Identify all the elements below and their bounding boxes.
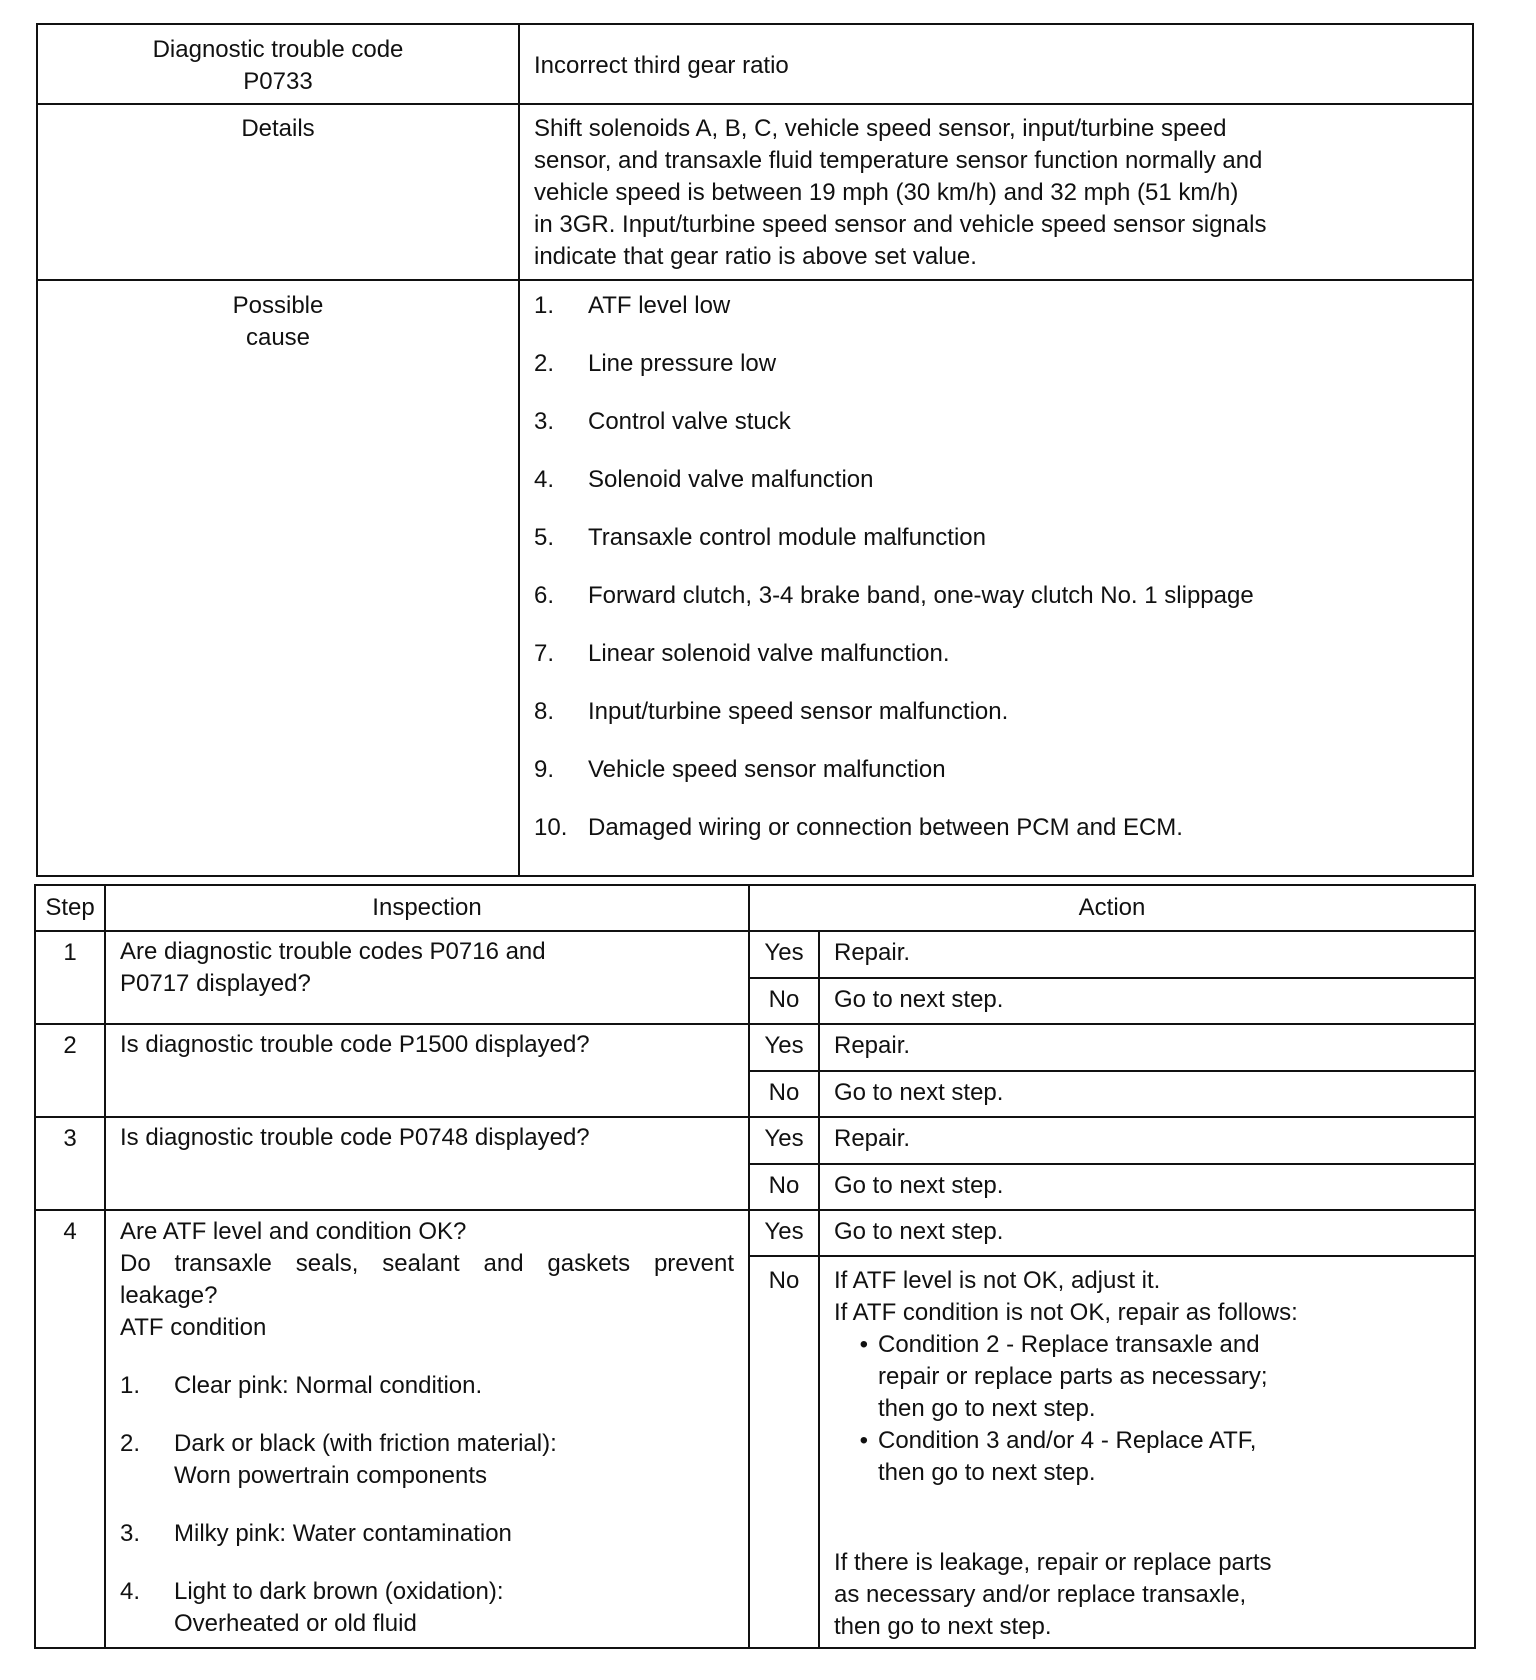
cause-item [534, 638, 1458, 670]
condition-number: 1. [120, 1372, 141, 1399]
cause-text: Transaxle control module malfunction [588, 524, 986, 551]
dtc-description-cell [519, 24, 1473, 104]
step-row [35, 1117, 1475, 1164]
atf-condition-label: ATF condition [120, 1314, 267, 1341]
details-text-cell [519, 104, 1473, 280]
dtc-description: Incorrect third gear ratio [534, 52, 789, 79]
cause-text: Linear solenoid valve malfunction. [588, 640, 950, 667]
step-header: Step [35, 885, 105, 931]
yes-action: Repair. [819, 931, 1475, 978]
atf-condition-item [120, 1428, 734, 1492]
inspection-question: Are ATF level and condition OK? [120, 1218, 467, 1245]
no-label: No [749, 1164, 819, 1210]
cause-item [534, 348, 1458, 380]
cause-label-line: Possible [232, 292, 324, 319]
condition-text: Worn powertrain components [174, 1462, 488, 1489]
inspection-cell [105, 1210, 749, 1648]
step-number: 4 [35, 1210, 105, 1648]
yes-action: Repair. [819, 1117, 1475, 1164]
cause-number: 2. [534, 350, 555, 377]
condition-number: 4. [120, 1578, 141, 1605]
yes-action: Repair. [819, 1024, 1475, 1071]
cause-text: ATF level low [588, 292, 731, 319]
details-line: Shift solenoids A, B, C, vehicle speed sensor, input/turbine speed [534, 115, 1227, 142]
atf-condition-item [120, 1518, 734, 1550]
condition-text: Clear pink: Normal condition. [174, 1372, 483, 1399]
cause-text: Vehicle speed sensor malfunction [588, 756, 946, 783]
bullet-line: then go to next step. [878, 1459, 1096, 1486]
bullet-item [834, 1329, 1460, 1425]
cause-list-cell [519, 280, 1473, 876]
bullet-dot: • [859, 1427, 868, 1454]
cause-item [534, 812, 1458, 844]
dtc-row [37, 24, 1473, 104]
cause-text: Forward clutch, 3-4 brake band, one-way clutch No. 1 slippage [588, 582, 1254, 609]
details-label-cell [37, 104, 519, 280]
inspection-question: Do transaxle seals, sealant and gaskets prevent leakage? [120, 1250, 734, 1309]
cause-item [534, 754, 1458, 786]
no-action: Go to next step. [819, 1071, 1475, 1117]
cause-label-cell [37, 280, 519, 876]
bullet-dot: • [859, 1331, 868, 1358]
cause-number: 3. [534, 408, 555, 435]
yes-label: Yes [749, 1117, 819, 1164]
inspection-cell [105, 1117, 749, 1210]
cause-text: Input/turbine speed sensor malfunction. [588, 698, 1009, 725]
condition-text: Milky pink: Water contamination [174, 1520, 512, 1547]
cause-number: 10. [534, 814, 568, 841]
dtc-table [36, 23, 1474, 877]
step-number: 3 [35, 1117, 105, 1210]
no-action-cell [819, 1256, 1475, 1648]
dtc-label-cell [37, 24, 519, 104]
condition-text: Light to dark brown (oxidation): [174, 1578, 504, 1605]
inspection-line: Are diagnostic trouble codes P0716 and [120, 938, 546, 965]
cause-item [534, 464, 1458, 496]
details-line: in 3GR. Input/turbine speed sensor and vehicle speed sensor signals [534, 211, 1267, 238]
step-number: 2 [35, 1024, 105, 1117]
bullet-line: Condition 3 and/or 4 - Replace ATF, [878, 1427, 1257, 1454]
leakage-line: as necessary and/or replace transaxle, [834, 1581, 1247, 1608]
step-row [35, 931, 1475, 978]
cause-number: 7. [534, 640, 555, 667]
action-header: Action [749, 885, 1475, 931]
leakage-line: If there is leakage, repair or replace parts [834, 1549, 1272, 1576]
cause-label-line: cause [245, 324, 311, 351]
cause-item [534, 522, 1458, 554]
inspection-line: Is diagnostic trouble code P0748 displayed? [120, 1124, 590, 1151]
details-line: vehicle speed is between 19 mph (30 km/h) and 32 mph (51 km/h) [534, 179, 1239, 206]
no-action: Go to next step. [819, 1164, 1475, 1210]
atf-condition-item [120, 1370, 734, 1402]
condition-number: 2. [120, 1430, 141, 1457]
condition-text: Dark or black (with friction material): [174, 1430, 557, 1457]
cause-number: 8. [534, 698, 555, 725]
dtc-label: Diagnostic trouble code [152, 36, 404, 63]
step-number: 1 [35, 931, 105, 1024]
bullet-line: then go to next step. [878, 1395, 1096, 1422]
no-label: No [749, 1256, 819, 1648]
details-label: Details [241, 115, 315, 142]
dtc-code: P0733 [243, 68, 313, 95]
cause-item [534, 290, 1458, 322]
inspection-line: Is diagnostic trouble code P1500 displayed? [120, 1031, 590, 1058]
details-row [37, 104, 1473, 280]
step-row [35, 1024, 1475, 1071]
no-action-line: If ATF level is not OK, adjust it. [834, 1267, 1161, 1294]
inspection-line: P0717 displayed? [120, 970, 311, 997]
bullet-line: Condition 2 - Replace transaxle and [878, 1331, 1260, 1358]
no-label: No [749, 978, 819, 1024]
leakage-note [834, 1547, 1460, 1643]
cause-text: Damaged wiring or connection between PCM and ECM. [588, 814, 1183, 841]
bullet-line: repair or replace parts as necessary; [878, 1363, 1268, 1390]
inspection-cell [105, 1024, 749, 1117]
cause-number: 9. [534, 756, 555, 783]
yes-action: Go to next step. [819, 1210, 1475, 1256]
yes-label: Yes [749, 931, 819, 978]
no-action: Go to next step. [819, 978, 1475, 1024]
cause-item [534, 406, 1458, 438]
cause-item [534, 696, 1458, 728]
steps-header-row [35, 885, 1475, 931]
no-action-line: If ATF condition is not OK, repair as follows: [834, 1299, 1298, 1326]
inspection-cell [105, 931, 749, 1024]
cause-item [534, 580, 1458, 612]
cause-number: 4. [534, 466, 555, 493]
condition-text: Overheated or old fluid [174, 1610, 417, 1637]
condition-number: 3. [120, 1520, 141, 1547]
atf-condition-item [120, 1576, 734, 1640]
no-label: No [749, 1071, 819, 1117]
cause-number: 5. [534, 524, 555, 551]
yes-label: Yes [749, 1024, 819, 1071]
possible-cause-row [37, 280, 1473, 876]
cause-number: 1. [534, 292, 555, 319]
yes-label: Yes [749, 1210, 819, 1256]
inspection-header: Inspection [105, 885, 749, 931]
steps-table [34, 884, 1476, 1649]
step-row [35, 1210, 1475, 1256]
cause-text: Control valve stuck [588, 408, 791, 435]
cause-number: 6. [534, 582, 555, 609]
details-line: sensor, and transaxle fluid temperature sensor function normally and [534, 147, 1263, 174]
details-line: indicate that gear ratio is above set value. [534, 243, 977, 270]
cause-text: Solenoid valve malfunction [588, 466, 874, 493]
leakage-line: then go to next step. [834, 1613, 1052, 1640]
cause-text: Line pressure low [588, 350, 777, 377]
bullet-item [834, 1425, 1460, 1489]
